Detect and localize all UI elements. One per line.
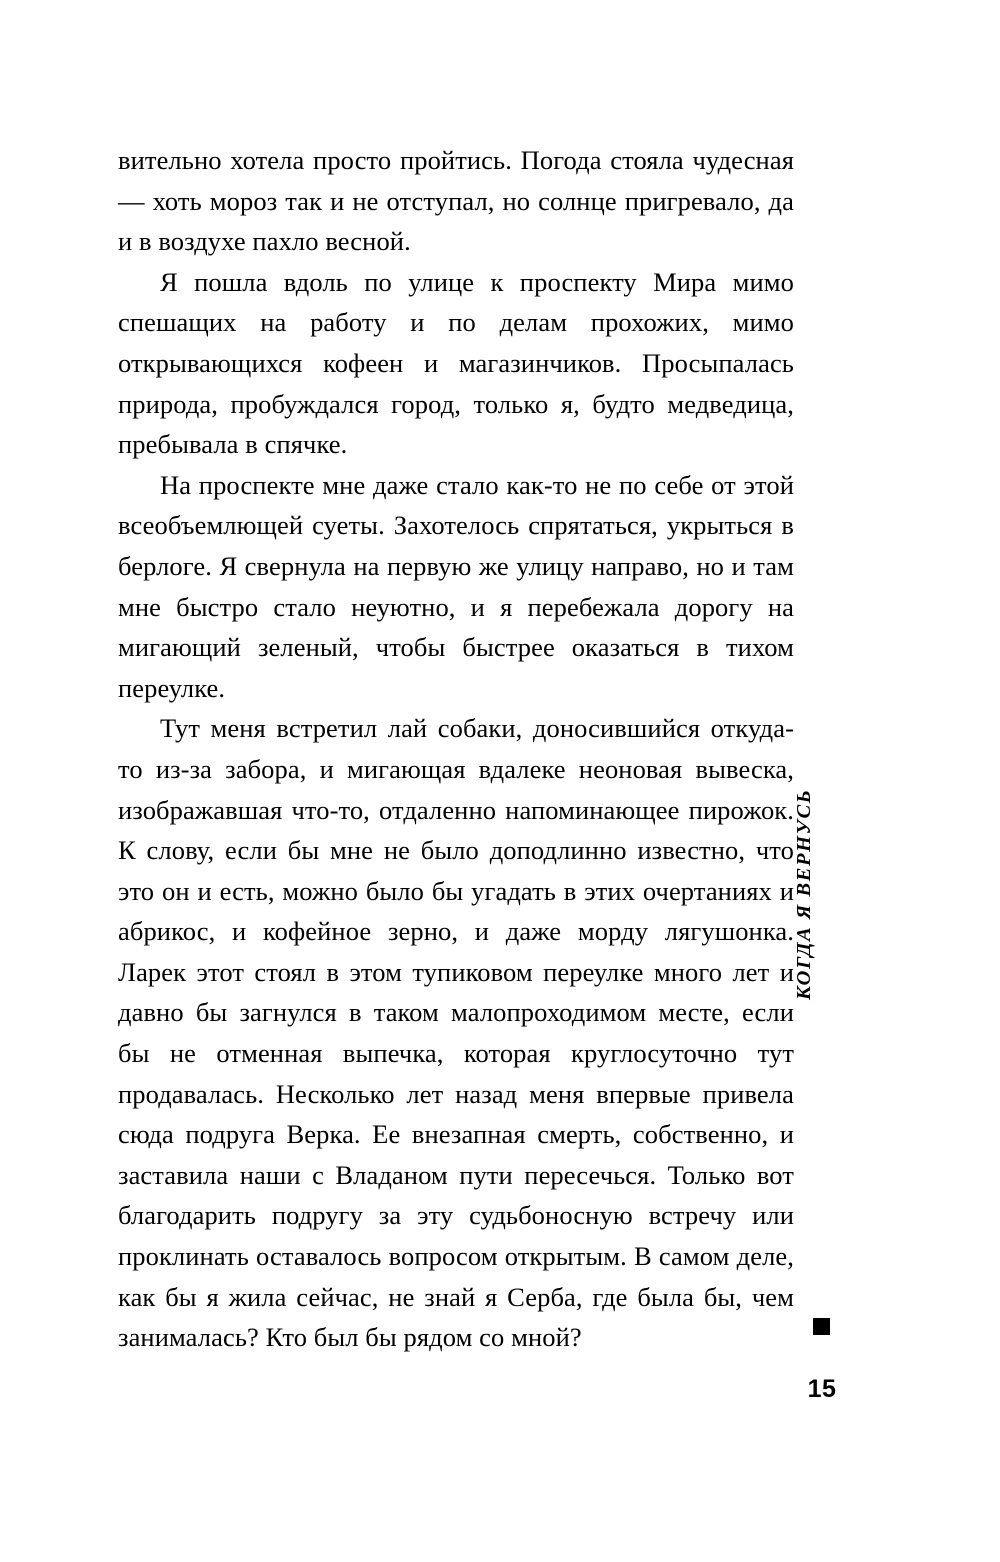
body-text-column <box>118 140 794 1358</box>
page-number: 15 <box>807 1375 837 1403</box>
paragraph: На проспекте мне даже стало как-то не по себе от этой всеобъемлющей суеты. Захотелось спрятаться, укрыться в берлоге. Я свернула на первую же улицу направо, но и там мне быстро стало неуютно, и я перебежала дорогу на мигающий зеленый, чтобы быстрее оказаться в тихом переулке. <box>118 469 794 703</box>
paragraph: Тут меня встретил лай собаки, доносившийся откуда-то из-за забора, и мигающая вдалеке неоновая вывеска, изображавшая что-то, отдаленно напоминающее пирожок. К слову, если бы мне не было доподлинно известно, что это он и есть, можно было бы угадать в этих очертаниях и абрикос, и кофейное зерно, и даже морду лягушонка. Ларек этот стоял в этом тупиковом переулке много лет и давно бы загнулся в таком малопроходимом месте, если бы не отменная выпечка, которая круглосуточно тут продавалась. Несколько лет назад меня впервые привела сюда подруга Верка. Ее внезапная смерть, собственно, и заставила наши с Владаном пути пересечься. Только вот благодарить подругу за эту судьбоносную встречу или проклинать оставалось вопросом открытым. В самом деле, как бы я жила сейчас, не знай я Серба, где была бы, чем занималась? Кто был бы рядом со мной? <box>118 713 794 1353</box>
running-head: КОГДА Я ВЕРНУСЬ <box>793 788 815 1000</box>
square-marker-icon <box>813 1318 830 1335</box>
paragraph: вительно хотела просто пройтись. Погода стояла чудесная — хоть мороз так и не отступал, но солнце пригревало, да и в воздухе пахло весной. <box>118 145 794 257</box>
paragraph: Я пошла вдоль по улице к проспекту Мира мимо спешащих на работу и по делам прохожих, мимо открывающихся кофеен и магазинчиков. Просыпалась природа, пробуждался город, только я, будто медведица, пребывала в спячке. <box>118 266 794 460</box>
